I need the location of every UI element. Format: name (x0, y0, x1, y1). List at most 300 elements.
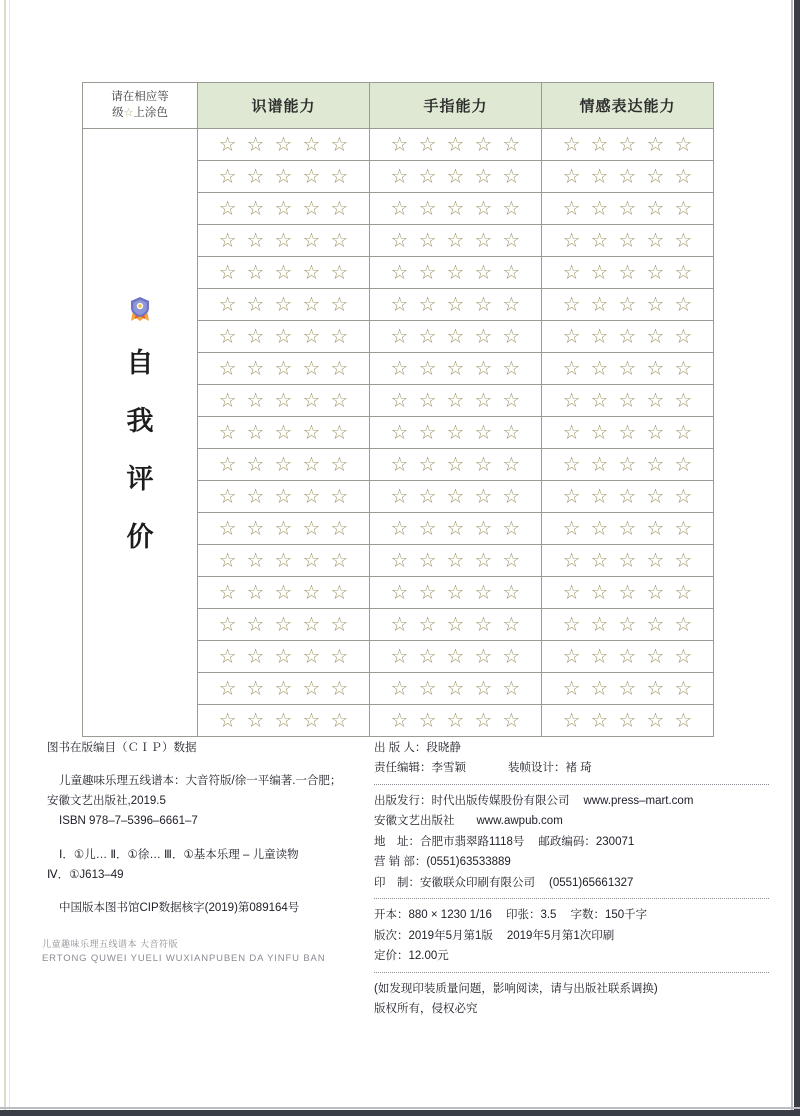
star-outline-icon[interactable]: ☆ (330, 613, 349, 636)
star-outline-icon[interactable]: ☆ (590, 261, 609, 284)
star-outline-icon[interactable]: ☆ (330, 581, 349, 604)
star-outline-icon[interactable]: ☆ (218, 293, 237, 316)
rating-cell[interactable] (198, 225, 370, 257)
star-outline-icon[interactable]: ☆ (218, 261, 237, 284)
star-outline-icon[interactable]: ☆ (302, 453, 321, 476)
star-outline-icon[interactable]: ☆ (390, 517, 409, 540)
star-outline-icon[interactable]: ☆ (618, 165, 637, 188)
star-outline-icon[interactable]: ☆ (390, 485, 409, 508)
star-outline-icon[interactable]: ☆ (274, 613, 293, 636)
star-outline-icon[interactable]: ☆ (474, 581, 493, 604)
star-outline-icon[interactable]: ☆ (562, 517, 581, 540)
star-outline-icon[interactable]: ☆ (218, 133, 237, 156)
star-outline-icon[interactable]: ☆ (590, 293, 609, 316)
star-outline-icon[interactable]: ☆ (246, 613, 265, 636)
star-outline-icon[interactable]: ☆ (446, 453, 465, 476)
star-outline-icon[interactable]: ☆ (418, 485, 437, 508)
star-outline-icon[interactable]: ☆ (218, 325, 237, 348)
star-outline-icon[interactable]: ☆ (502, 325, 521, 348)
star-outline-icon[interactable]: ☆ (246, 293, 265, 316)
star-outline-icon[interactable]: ☆ (646, 133, 665, 156)
star-outline-icon[interactable]: ☆ (590, 357, 609, 380)
star-outline-icon[interactable]: ☆ (502, 165, 521, 188)
star-outline-icon[interactable]: ☆ (390, 389, 409, 412)
star-outline-icon[interactable]: ☆ (330, 229, 349, 252)
star-outline-icon[interactable]: ☆ (674, 229, 693, 252)
star-outline-icon[interactable]: ☆ (446, 549, 465, 572)
star-outline-icon[interactable]: ☆ (674, 677, 693, 700)
star-outline-icon[interactable]: ☆ (474, 197, 493, 220)
star-outline-icon[interactable]: ☆ (590, 389, 609, 412)
star-outline-icon[interactable]: ☆ (646, 229, 665, 252)
star-outline-icon[interactable]: ☆ (418, 453, 437, 476)
star-outline-icon[interactable]: ☆ (330, 421, 349, 444)
star-outline-icon[interactable]: ☆ (246, 261, 265, 284)
star-outline-icon[interactable]: ☆ (274, 709, 293, 732)
star-outline-icon[interactable]: ☆ (302, 133, 321, 156)
star-outline-icon[interactable]: ☆ (646, 357, 665, 380)
star-outline-icon[interactable]: ☆ (618, 677, 637, 700)
star-outline-icon[interactable]: ☆ (446, 645, 465, 668)
star-outline-icon[interactable]: ☆ (618, 549, 637, 572)
star-outline-icon[interactable]: ☆ (502, 421, 521, 444)
star-outline-icon[interactable]: ☆ (674, 389, 693, 412)
star-outline-icon[interactable]: ☆ (274, 453, 293, 476)
star-outline-icon[interactable]: ☆ (330, 165, 349, 188)
star-outline-icon[interactable]: ☆ (274, 325, 293, 348)
star-outline-icon[interactable]: ☆ (474, 325, 493, 348)
star-outline-icon[interactable]: ☆ (590, 517, 609, 540)
star-outline-icon[interactable]: ☆ (590, 453, 609, 476)
rating-cell[interactable] (542, 385, 714, 417)
star-outline-icon[interactable]: ☆ (218, 645, 237, 668)
star-outline-icon[interactable]: ☆ (590, 709, 609, 732)
star-outline-icon[interactable]: ☆ (674, 293, 693, 316)
star-outline-icon[interactable]: ☆ (474, 517, 493, 540)
rating-cell[interactable] (370, 577, 542, 609)
star-outline-icon[interactable]: ☆ (646, 613, 665, 636)
rating-cell[interactable] (198, 705, 370, 737)
rating-cell[interactable] (198, 193, 370, 225)
star-outline-icon[interactable]: ☆ (446, 709, 465, 732)
star-outline-icon[interactable]: ☆ (246, 421, 265, 444)
star-outline-icon[interactable]: ☆ (218, 357, 237, 380)
star-outline-icon[interactable]: ☆ (502, 517, 521, 540)
star-outline-icon[interactable]: ☆ (590, 325, 609, 348)
rating-cell[interactable] (198, 609, 370, 641)
star-outline-icon[interactable]: ☆ (502, 581, 521, 604)
star-outline-icon[interactable]: ☆ (502, 261, 521, 284)
rating-cell[interactable] (198, 417, 370, 449)
star-outline-icon[interactable]: ☆ (590, 197, 609, 220)
star-outline-icon[interactable]: ☆ (562, 133, 581, 156)
star-outline-icon[interactable]: ☆ (274, 261, 293, 284)
rating-cell[interactable] (198, 129, 370, 161)
star-outline-icon[interactable]: ☆ (674, 613, 693, 636)
star-outline-icon[interactable]: ☆ (418, 229, 437, 252)
star-outline-icon[interactable]: ☆ (274, 229, 293, 252)
star-outline-icon[interactable]: ☆ (218, 453, 237, 476)
star-outline-icon[interactable]: ☆ (274, 677, 293, 700)
star-outline-icon[interactable]: ☆ (590, 165, 609, 188)
star-outline-icon[interactable]: ☆ (590, 613, 609, 636)
star-outline-icon[interactable]: ☆ (590, 645, 609, 668)
star-outline-icon[interactable]: ☆ (246, 517, 265, 540)
star-outline-icon[interactable]: ☆ (302, 517, 321, 540)
star-outline-icon[interactable]: ☆ (218, 709, 237, 732)
star-outline-icon[interactable]: ☆ (274, 517, 293, 540)
star-outline-icon[interactable]: ☆ (674, 133, 693, 156)
star-outline-icon[interactable]: ☆ (502, 485, 521, 508)
star-outline-icon[interactable]: ☆ (562, 453, 581, 476)
star-outline-icon[interactable]: ☆ (418, 261, 437, 284)
star-outline-icon[interactable]: ☆ (218, 421, 237, 444)
star-outline-icon[interactable]: ☆ (446, 133, 465, 156)
star-outline-icon[interactable]: ☆ (618, 613, 637, 636)
rating-cell[interactable] (542, 545, 714, 577)
star-outline-icon[interactable]: ☆ (418, 677, 437, 700)
star-outline-icon[interactable]: ☆ (246, 197, 265, 220)
rating-cell[interactable] (198, 641, 370, 673)
star-outline-icon[interactable]: ☆ (562, 229, 581, 252)
star-outline-icon[interactable]: ☆ (502, 453, 521, 476)
star-outline-icon[interactable]: ☆ (418, 325, 437, 348)
rating-cell[interactable] (370, 385, 542, 417)
star-outline-icon[interactable]: ☆ (246, 453, 265, 476)
star-outline-icon[interactable]: ☆ (474, 549, 493, 572)
star-outline-icon[interactable]: ☆ (674, 453, 693, 476)
star-outline-icon[interactable]: ☆ (390, 229, 409, 252)
star-outline-icon[interactable]: ☆ (474, 165, 493, 188)
rating-cell[interactable] (370, 705, 542, 737)
rating-cell[interactable] (370, 641, 542, 673)
rating-cell[interactable] (198, 577, 370, 609)
star-outline-icon[interactable]: ☆ (274, 645, 293, 668)
star-outline-icon[interactable]: ☆ (674, 581, 693, 604)
star-outline-icon[interactable]: ☆ (418, 197, 437, 220)
star-outline-icon[interactable]: ☆ (502, 709, 521, 732)
star-outline-icon[interactable]: ☆ (330, 645, 349, 668)
rating-cell[interactable] (370, 193, 542, 225)
rating-cell[interactable] (370, 353, 542, 385)
rating-cell[interactable] (198, 545, 370, 577)
star-outline-icon[interactable]: ☆ (330, 709, 349, 732)
star-outline-icon[interactable]: ☆ (330, 677, 349, 700)
star-outline-icon[interactable]: ☆ (562, 325, 581, 348)
star-outline-icon[interactable]: ☆ (474, 357, 493, 380)
star-outline-icon[interactable]: ☆ (390, 549, 409, 572)
star-outline-icon[interactable]: ☆ (418, 709, 437, 732)
star-outline-icon[interactable]: ☆ (302, 165, 321, 188)
star-outline-icon[interactable]: ☆ (330, 325, 349, 348)
rating-cell[interactable] (542, 129, 714, 161)
star-outline-icon[interactable]: ☆ (618, 229, 637, 252)
star-outline-icon[interactable]: ☆ (390, 293, 409, 316)
star-outline-icon[interactable]: ☆ (274, 133, 293, 156)
star-outline-icon[interactable]: ☆ (502, 389, 521, 412)
star-outline-icon[interactable]: ☆ (274, 357, 293, 380)
rating-cell[interactable] (542, 449, 714, 481)
rating-cell[interactable] (542, 289, 714, 321)
star-outline-icon[interactable]: ☆ (646, 453, 665, 476)
star-outline-icon[interactable]: ☆ (390, 421, 409, 444)
star-outline-icon[interactable]: ☆ (246, 485, 265, 508)
star-outline-icon[interactable]: ☆ (446, 165, 465, 188)
star-outline-icon[interactable]: ☆ (302, 389, 321, 412)
star-outline-icon[interactable]: ☆ (302, 485, 321, 508)
rating-cell[interactable] (370, 417, 542, 449)
star-outline-icon[interactable]: ☆ (274, 197, 293, 220)
star-outline-icon[interactable]: ☆ (474, 261, 493, 284)
star-outline-icon[interactable]: ☆ (502, 549, 521, 572)
rating-cell[interactable] (542, 417, 714, 449)
star-outline-icon[interactable]: ☆ (446, 197, 465, 220)
star-outline-icon[interactable]: ☆ (446, 261, 465, 284)
star-outline-icon[interactable]: ☆ (302, 325, 321, 348)
star-outline-icon[interactable]: ☆ (590, 133, 609, 156)
rating-cell[interactable] (542, 257, 714, 289)
rating-cell[interactable] (370, 129, 542, 161)
star-outline-icon[interactable]: ☆ (618, 453, 637, 476)
star-outline-icon[interactable]: ☆ (590, 677, 609, 700)
rating-cell[interactable] (198, 353, 370, 385)
star-outline-icon[interactable]: ☆ (674, 645, 693, 668)
rating-cell[interactable] (542, 577, 714, 609)
star-outline-icon[interactable]: ☆ (562, 613, 581, 636)
star-outline-icon[interactable]: ☆ (218, 485, 237, 508)
rating-cell[interactable] (370, 449, 542, 481)
star-outline-icon[interactable]: ☆ (274, 389, 293, 412)
star-outline-icon[interactable]: ☆ (562, 293, 581, 316)
rating-cell[interactable] (370, 513, 542, 545)
star-outline-icon[interactable]: ☆ (274, 421, 293, 444)
star-outline-icon[interactable]: ☆ (246, 165, 265, 188)
rating-cell[interactable] (370, 609, 542, 641)
star-outline-icon[interactable]: ☆ (418, 357, 437, 380)
star-outline-icon[interactable]: ☆ (618, 485, 637, 508)
star-outline-icon[interactable]: ☆ (562, 709, 581, 732)
star-outline-icon[interactable]: ☆ (502, 677, 521, 700)
rating-cell[interactable] (198, 449, 370, 481)
star-outline-icon[interactable]: ☆ (474, 709, 493, 732)
star-outline-icon[interactable]: ☆ (218, 549, 237, 572)
star-outline-icon[interactable]: ☆ (446, 325, 465, 348)
star-outline-icon[interactable]: ☆ (418, 613, 437, 636)
star-outline-icon[interactable]: ☆ (674, 421, 693, 444)
star-outline-icon[interactable]: ☆ (330, 453, 349, 476)
star-outline-icon[interactable]: ☆ (590, 485, 609, 508)
star-outline-icon[interactable]: ☆ (446, 421, 465, 444)
star-outline-icon[interactable]: ☆ (474, 453, 493, 476)
rating-cell[interactable] (370, 321, 542, 353)
star-outline-icon[interactable]: ☆ (502, 229, 521, 252)
star-outline-icon[interactable]: ☆ (302, 421, 321, 444)
rating-cell[interactable] (370, 257, 542, 289)
star-outline-icon[interactable]: ☆ (646, 389, 665, 412)
star-outline-icon[interactable]: ☆ (618, 325, 637, 348)
star-outline-icon[interactable]: ☆ (474, 229, 493, 252)
star-outline-icon[interactable]: ☆ (618, 357, 637, 380)
star-outline-icon[interactable]: ☆ (446, 613, 465, 636)
star-outline-icon[interactable]: ☆ (674, 325, 693, 348)
star-outline-icon[interactable]: ☆ (502, 133, 521, 156)
star-outline-icon[interactable]: ☆ (418, 389, 437, 412)
star-outline-icon[interactable]: ☆ (646, 485, 665, 508)
star-outline-icon[interactable]: ☆ (502, 357, 521, 380)
star-outline-icon[interactable]: ☆ (562, 677, 581, 700)
star-outline-icon[interactable]: ☆ (390, 325, 409, 348)
star-outline-icon[interactable]: ☆ (590, 581, 609, 604)
star-outline-icon[interactable]: ☆ (302, 229, 321, 252)
star-outline-icon[interactable]: ☆ (330, 517, 349, 540)
star-outline-icon[interactable]: ☆ (330, 197, 349, 220)
star-outline-icon[interactable]: ☆ (646, 421, 665, 444)
rating-cell[interactable] (542, 161, 714, 193)
rating-cell[interactable] (198, 161, 370, 193)
star-outline-icon[interactable]: ☆ (390, 261, 409, 284)
rating-cell[interactable] (370, 161, 542, 193)
star-outline-icon[interactable]: ☆ (646, 709, 665, 732)
star-outline-icon[interactable]: ☆ (590, 229, 609, 252)
star-outline-icon[interactable]: ☆ (502, 613, 521, 636)
star-outline-icon[interactable]: ☆ (674, 197, 693, 220)
star-outline-icon[interactable]: ☆ (418, 549, 437, 572)
star-outline-icon[interactable]: ☆ (418, 421, 437, 444)
star-outline-icon[interactable]: ☆ (218, 581, 237, 604)
star-outline-icon[interactable]: ☆ (646, 677, 665, 700)
star-outline-icon[interactable]: ☆ (618, 293, 637, 316)
star-outline-icon[interactable]: ☆ (246, 357, 265, 380)
star-outline-icon[interactable]: ☆ (446, 677, 465, 700)
star-outline-icon[interactable]: ☆ (562, 485, 581, 508)
star-outline-icon[interactable]: ☆ (446, 293, 465, 316)
star-outline-icon[interactable]: ☆ (218, 677, 237, 700)
star-outline-icon[interactable]: ☆ (562, 645, 581, 668)
star-outline-icon[interactable]: ☆ (390, 133, 409, 156)
star-outline-icon[interactable]: ☆ (218, 517, 237, 540)
star-outline-icon[interactable]: ☆ (562, 389, 581, 412)
star-outline-icon[interactable]: ☆ (474, 133, 493, 156)
star-outline-icon[interactable]: ☆ (390, 677, 409, 700)
star-outline-icon[interactable]: ☆ (302, 293, 321, 316)
star-outline-icon[interactable]: ☆ (390, 197, 409, 220)
star-outline-icon[interactable]: ☆ (674, 357, 693, 380)
rating-cell[interactable] (370, 225, 542, 257)
star-outline-icon[interactable]: ☆ (246, 709, 265, 732)
star-outline-icon[interactable]: ☆ (246, 645, 265, 668)
star-outline-icon[interactable]: ☆ (302, 581, 321, 604)
star-outline-icon[interactable]: ☆ (674, 549, 693, 572)
star-outline-icon[interactable]: ☆ (418, 165, 437, 188)
rating-cell[interactable] (370, 481, 542, 513)
star-outline-icon[interactable]: ☆ (390, 613, 409, 636)
star-outline-icon[interactable]: ☆ (562, 165, 581, 188)
star-outline-icon[interactable]: ☆ (562, 197, 581, 220)
rating-cell[interactable] (542, 609, 714, 641)
star-outline-icon[interactable]: ☆ (562, 581, 581, 604)
star-outline-icon[interactable]: ☆ (302, 613, 321, 636)
rating-cell[interactable] (198, 513, 370, 545)
star-outline-icon[interactable]: ☆ (302, 261, 321, 284)
rating-cell[interactable] (198, 385, 370, 417)
star-outline-icon[interactable]: ☆ (302, 709, 321, 732)
star-outline-icon[interactable]: ☆ (646, 197, 665, 220)
star-outline-icon[interactable]: ☆ (274, 485, 293, 508)
star-outline-icon[interactable]: ☆ (330, 261, 349, 284)
star-outline-icon[interactable]: ☆ (646, 261, 665, 284)
star-outline-icon[interactable]: ☆ (474, 677, 493, 700)
star-outline-icon[interactable]: ☆ (390, 165, 409, 188)
rating-cell[interactable] (370, 289, 542, 321)
star-outline-icon[interactable]: ☆ (218, 229, 237, 252)
star-outline-icon[interactable]: ☆ (218, 165, 237, 188)
star-outline-icon[interactable]: ☆ (474, 613, 493, 636)
star-outline-icon[interactable]: ☆ (502, 645, 521, 668)
star-outline-icon[interactable]: ☆ (330, 549, 349, 572)
star-outline-icon[interactable]: ☆ (390, 581, 409, 604)
rating-cell[interactable] (198, 289, 370, 321)
star-outline-icon[interactable]: ☆ (618, 421, 637, 444)
star-outline-icon[interactable]: ☆ (246, 389, 265, 412)
star-outline-icon[interactable]: ☆ (418, 517, 437, 540)
star-outline-icon[interactable]: ☆ (474, 645, 493, 668)
star-outline-icon[interactable]: ☆ (646, 549, 665, 572)
star-outline-icon[interactable]: ☆ (218, 389, 237, 412)
star-outline-icon[interactable]: ☆ (274, 293, 293, 316)
rating-cell[interactable] (542, 673, 714, 705)
star-outline-icon[interactable]: ☆ (246, 325, 265, 348)
star-outline-icon[interactable]: ☆ (390, 645, 409, 668)
star-outline-icon[interactable]: ☆ (562, 421, 581, 444)
star-outline-icon[interactable]: ☆ (646, 581, 665, 604)
star-outline-icon[interactable]: ☆ (246, 581, 265, 604)
star-outline-icon[interactable]: ☆ (446, 229, 465, 252)
star-outline-icon[interactable]: ☆ (330, 389, 349, 412)
star-outline-icon[interactable]: ☆ (418, 581, 437, 604)
star-outline-icon[interactable]: ☆ (418, 293, 437, 316)
star-outline-icon[interactable]: ☆ (618, 517, 637, 540)
rating-cell[interactable] (542, 705, 714, 737)
star-outline-icon[interactable]: ☆ (674, 165, 693, 188)
star-outline-icon[interactable]: ☆ (302, 677, 321, 700)
star-outline-icon[interactable]: ☆ (246, 549, 265, 572)
star-outline-icon[interactable]: ☆ (674, 709, 693, 732)
star-outline-icon[interactable]: ☆ (218, 613, 237, 636)
star-outline-icon[interactable]: ☆ (474, 421, 493, 444)
star-outline-icon[interactable]: ☆ (246, 677, 265, 700)
star-outline-icon[interactable]: ☆ (330, 293, 349, 316)
rating-cell[interactable] (542, 513, 714, 545)
star-outline-icon[interactable]: ☆ (562, 357, 581, 380)
rating-cell[interactable] (198, 321, 370, 353)
rating-cell[interactable] (542, 353, 714, 385)
star-outline-icon[interactable]: ☆ (446, 485, 465, 508)
star-outline-icon[interactable]: ☆ (646, 165, 665, 188)
star-outline-icon[interactable]: ☆ (474, 389, 493, 412)
star-outline-icon[interactable]: ☆ (646, 517, 665, 540)
star-outline-icon[interactable]: ☆ (446, 357, 465, 380)
star-outline-icon[interactable]: ☆ (274, 165, 293, 188)
rating-cell[interactable] (542, 641, 714, 673)
star-outline-icon[interactable]: ☆ (418, 133, 437, 156)
star-outline-icon[interactable]: ☆ (390, 357, 409, 380)
star-outline-icon[interactable]: ☆ (618, 581, 637, 604)
rating-cell[interactable] (370, 545, 542, 577)
star-outline-icon[interactable]: ☆ (562, 549, 581, 572)
star-outline-icon[interactable]: ☆ (330, 485, 349, 508)
star-outline-icon[interactable]: ☆ (502, 197, 521, 220)
star-outline-icon[interactable]: ☆ (562, 261, 581, 284)
